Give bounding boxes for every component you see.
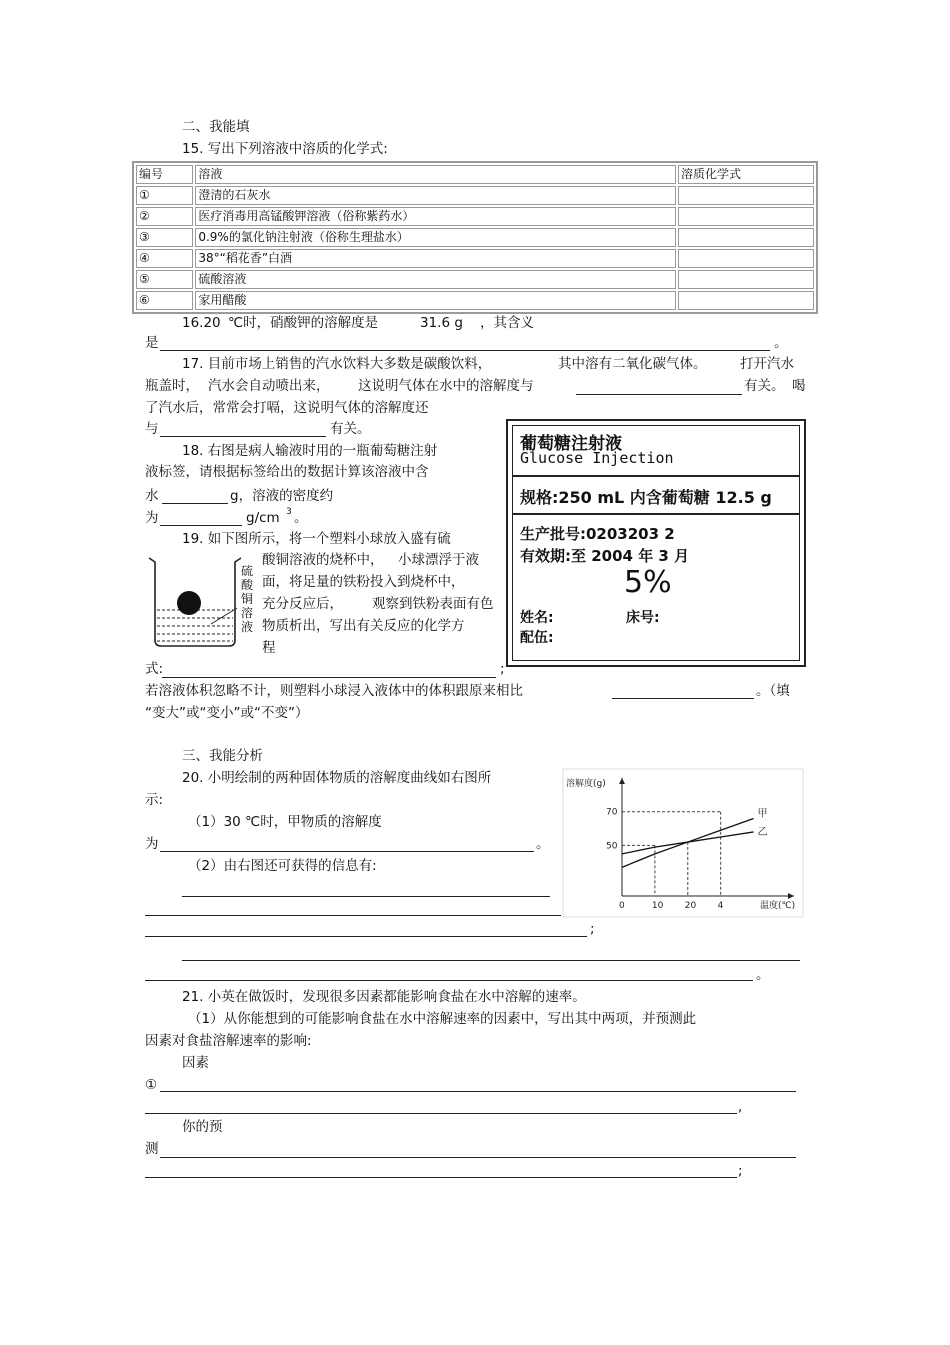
q18-part-b: 液标签，请根据标签给出的数据计算该溶液中含 [145,464,429,480]
q16-part-a: 16.20 [182,315,221,331]
beaker-label-char: 酸 [240,578,253,592]
q19-part-e: 充分反应后， [262,596,343,612]
y-tick-label: 50 [606,841,618,852]
beaker-label-char: 溶 [240,606,253,620]
beaker-label-char: 液 [240,620,253,634]
q20-part-a: 20. 小明绘制的两种固体物质的溶解度曲线如右图所 [182,770,492,786]
q21-factor-line-2[interactable] [145,1113,737,1114]
q20-info-line-2[interactable] [145,915,561,916]
table-row [136,249,814,268]
x-tick-label: 4 [717,901,724,911]
glucose-label-name: 姓名: [520,610,554,626]
q17-part-d: 瓶盖时， [145,378,199,394]
table-row [136,291,814,310]
q20-end: 。 [756,967,770,983]
glucose-label-title: 葡萄糖注射液 [520,434,622,454]
q20-info-line-1[interactable] [182,896,550,897]
q16-part-d: ，其含义 [480,315,534,331]
q20-part-b: 示: [145,792,164,808]
beaker-figure [145,550,260,650]
q18-part-g: 。 [294,510,308,526]
q19-volume-answer-line[interactable] [612,698,754,699]
q18-part-c: 水 [145,488,159,504]
q17-part-f: 这说明气体在水中的溶解度与 [358,378,534,394]
glucose-label-bed: 床号: [626,610,660,626]
q15-text: 15. 写出下列溶液中溶质的化学式: [182,141,388,157]
q17-answer-line-2[interactable] [160,436,326,437]
header-formula: 溶质化学式 [678,165,814,184]
q21-part-g: 测 [145,1141,159,1157]
q21-factor-line-1[interactable] [160,1091,796,1092]
table-row [136,207,814,226]
glucose-label-english: Glucose Injection [520,449,674,467]
q20-part-e: 。 [536,836,550,852]
x-tick-label: 10 [651,901,664,911]
glucose-label-divider [512,475,800,477]
q20-semicolon: ; [590,921,595,937]
q18-part-f: g/cm [246,510,280,526]
glucose-label-batch: 生产批号:0203203 2 [520,525,675,543]
series-label-1: 乙 [757,826,768,838]
q16-part-e: 是 [145,335,159,351]
plastic-ball [177,591,201,615]
q21-part-d: 因素 [182,1055,209,1071]
q21-part-e: ① [145,1077,158,1093]
q17-part-g: 有关。 [744,378,785,394]
header-solution: 溶液 [195,165,676,184]
row-formula-answer[interactable] [678,207,814,226]
q17-part-b: 其中溶有二氧化碳气体。 [558,356,707,372]
x-axis-label: 温度(℃) [760,901,796,911]
q21-prediction-line-2[interactable] [145,1177,737,1178]
row-solution: 0.9%的氯化钠注射液（俗称生理盐水） [195,228,676,247]
q18-superscript: 3 [286,507,292,517]
q21-part-f: 你的预 [182,1119,223,1135]
q19-part-f: 观察到铁粉表面有色 [372,596,494,612]
q21-comma: , [738,1099,743,1115]
glucose-label-image [506,419,806,667]
q19-part-j: ; [500,661,505,677]
q19-part-b: 酸铜溶液的烧杯中， [262,552,384,568]
table-header-row [136,165,814,184]
q18-density-answer-line[interactable] [160,525,242,526]
table-row [136,270,814,289]
beaker-label-char: 铜 [240,592,253,606]
q19-part-h: 程 [262,640,276,656]
q19-part-i: 式: [145,661,164,677]
q19-part-a: 19. 如下图所示，将一个塑料小球放入盛有硫 [182,531,451,547]
q18-part-a: 18. 右图是病人输液时用的一瓶葡萄糖注射 [182,443,438,459]
y-axis-arrow [619,778,625,784]
header-number: 编号 [136,165,193,184]
q19-equation-answer-line[interactable] [162,677,496,678]
q17-part-a: 17. 目前市场上销售的汽水饮料大多数是碳酸饮料， [182,356,492,372]
q18-water-answer-line[interactable] [162,503,228,504]
q21-part-b: （1）从你能想到的可能影响食盐在水中溶解速率的因素中，写出其中两项，并预测此 [188,1011,697,1027]
solubility-chart [562,768,804,918]
y-tick-label: 70 [606,807,618,818]
glucose-label-spec: 规格:250 mL 内含葡萄糖 12.5 g [520,488,772,507]
q17-part-k: 有关。 [330,421,371,437]
row-number: ② [136,207,193,226]
row-number: ⑤ [136,270,193,289]
q19-part-g: 物质析出，写出有关反应的化学方 [262,618,465,634]
q18-part-d: g，溶液的密度约 [230,488,334,504]
row-number: ① [136,186,193,205]
q17-part-e: 汽水会自动喷出来， [208,378,330,394]
section-title-2: 二、我能填 [182,119,250,135]
q19-part-m: “变大”或“变小”或“不变”） [145,705,309,721]
q20-info-line-3[interactable] [145,936,587,937]
solute-table [132,161,818,314]
row-solution: 硫酸溶液 [195,270,676,289]
section-title-3: 三、我能分析 [182,748,263,764]
q19-part-k: 若溶液体积忽略不计，则塑料小球浸入液体中的体积跟原来相比 [145,683,523,699]
q21-part-c: 因素对食盐溶解速率的影响: [145,1033,312,1049]
q16-answer-line[interactable] [160,350,770,351]
q20-part-d: 为 [145,836,159,852]
q21-prediction-line-1[interactable] [160,1157,796,1158]
x-tick-label: 0 [619,901,625,911]
q18-part-e: 为 [145,510,159,526]
q20-info-line-5[interactable] [145,980,753,981]
y-axis-label: 溶解度(g) [566,779,606,789]
q16-part-b: ℃时，硝酸钾的溶解度是 [228,315,379,331]
q19-part-d: 面，将足量的铁粉投入到烧杯中， [262,574,465,590]
row-solution: 家用醋酸 [195,291,676,310]
q20-part-c: （1）30 ℃时，甲物质的溶解度 [188,814,382,830]
series-label-0: 甲 [757,808,768,820]
table-row [136,228,814,247]
glucose-label-percent: 5% [624,565,672,600]
q16-part-c: 31.6 g [420,315,463,331]
q17-part-c: 打开汽水 [740,356,794,372]
row-solution: 澄清的石灰水 [195,186,676,205]
row-number: ⑥ [136,291,193,310]
row-formula-answer[interactable] [678,186,814,205]
beaker-label-char: 硫 [240,564,253,578]
row-formula-answer[interactable] [678,270,814,289]
q20-part-f: （2）由右图还可获得的信息有: [188,858,377,874]
row-formula-answer[interactable] [678,291,814,310]
q19-part-c: 小球漂浮于液 [398,552,479,568]
glucose-label-expiry: 有效期:至 2004 年 3 月 [520,547,690,565]
q21-part-a: 21. 小英在做饭时，发现很多因素都能影响食盐在水中溶解的速率。 [182,989,586,1005]
row-solution: 38°“稻花香”白酒 [195,249,676,268]
q20-solubility-answer-line[interactable] [160,851,534,852]
row-formula-answer[interactable] [678,228,814,247]
q16-end: 。 [774,335,788,351]
glucose-label-partner: 配伍: [520,630,554,646]
chart-layer [563,769,803,917]
beaker-label [239,564,255,634]
row-formula-answer[interactable] [678,249,814,268]
q19-part-l: 。（填 [756,683,790,699]
row-number: ③ [136,228,193,247]
q21-semicolon: ; [738,1163,743,1179]
q17-part-h: 喝 [792,378,806,394]
x-tick-label: 20 [684,901,697,911]
row-solution: 医疗消毒用高锰酸钾溶液（俗称紫药水） [195,207,676,226]
table-row [136,186,814,205]
row-number: ④ [136,249,193,268]
q17-part-j: 与 [145,421,159,437]
q20-info-line-4[interactable] [182,960,800,961]
q17-part-i: 了汽水后，常常会打嗝，这说明气体的溶解度还 [145,400,429,416]
glucose-label-divider-2 [512,513,800,515]
q17-answer-line-1[interactable] [576,394,742,395]
x-axis-arrow [788,893,794,899]
